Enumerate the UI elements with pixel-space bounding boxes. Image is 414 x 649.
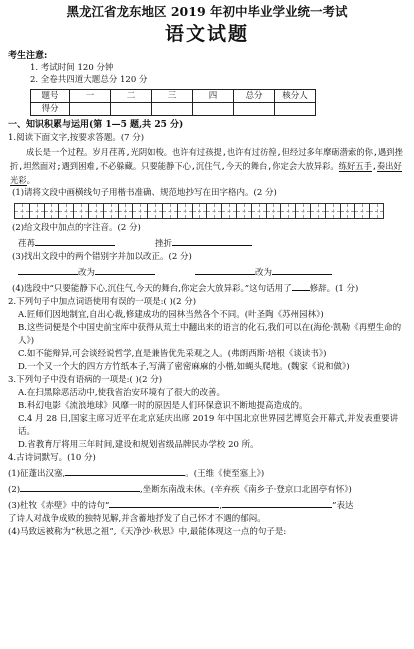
q4-text: 。(王维《使至塞上》) [185, 469, 265, 479]
score-header-cell: 二 [111, 90, 152, 103]
correction-item [18, 264, 155, 280]
grid-cell[interactable] [118, 203, 133, 219]
underlined-phrase: 奏出好光彩 [10, 161, 402, 185]
answer-blank[interactable] [18, 264, 78, 275]
score-header-cell: 四 [193, 90, 234, 103]
answer-blank[interactable] [172, 235, 252, 246]
q4-line3-cont: 了诗人对战争成败的独特见解,并含蓄地抒发了自己怀才不遇的郁闷。 [8, 514, 266, 524]
q2-option: D.一个又一个大的四方方竹纸本子,写满了密密麻麻的小楷,如蝇头爬地。(魏家《说和做》) [18, 362, 350, 372]
q1-sub2-answers [8, 235, 406, 251]
answer-blank[interactable] [222, 497, 332, 508]
score-cell[interactable] [70, 103, 111, 116]
q1-sub4-tail: 修辞。(1 分) [309, 284, 359, 294]
score-cell[interactable] [152, 103, 193, 116]
q4-line2 [8, 481, 406, 497]
correction-item [195, 264, 332, 280]
q1-sub1: (1)请将文段中画横线句子用楷书准确、规范地抄写在田字格内。(2 分) [12, 188, 277, 198]
q4-line1 [8, 465, 406, 481]
pinyin-item [155, 235, 252, 251]
q2-option: C.如不能辩异,可会谈经说哲学,直是兼皆优先采观之人。(弗朗西斯·培根《谈读书》) [18, 349, 327, 359]
pinyin-word: 荏苒 [18, 239, 36, 249]
answer-blank[interactable] [272, 264, 332, 275]
score-row-label: 得分 [31, 103, 70, 116]
passage-end: 。 [26, 175, 35, 185]
grid-cell[interactable] [29, 203, 44, 219]
grid-cell[interactable] [369, 203, 384, 219]
score-table-header-row [31, 90, 316, 103]
answer-blank[interactable] [195, 264, 255, 275]
answer-blank[interactable] [20, 481, 140, 492]
q2-stem: 2.下列句子中加点词语使用有误的一项是:( )(2 分) [8, 297, 197, 307]
tianzige-grid[interactable] [14, 203, 406, 219]
grid-cell[interactable] [58, 203, 73, 219]
grid-cell[interactable] [147, 203, 162, 219]
underlined-phrase: 练好五手 [338, 161, 372, 171]
grid-cell[interactable] [340, 203, 355, 219]
q1-stem: 1.阅读下面文字,按要求答题。(7 分) [8, 133, 145, 143]
note-item: 2. 全卷共四道大题总分 120 分 [30, 75, 148, 85]
score-cell[interactable] [193, 103, 234, 116]
grid-cell[interactable] [132, 203, 147, 219]
notes-heading: 考生注意: [8, 51, 48, 61]
grid-cell[interactable] [221, 203, 236, 219]
q3-option: A.在扫黑除恶活动中,使我省治安环境有了很大的改善。 [18, 388, 226, 398]
grid-cell[interactable] [177, 203, 192, 219]
answer-blank[interactable] [292, 280, 310, 291]
pinyin-word: 挫折 [155, 239, 173, 249]
note-item: 1. 考试时间 120 分钟 [30, 63, 114, 73]
q4-line4: (4)马致远被称为“秋思之祖”,《天净沙·秋思》中,最能体现这一点的句子是: [8, 527, 287, 537]
q3-option: B.科幻电影《流浪地球》风靡一时的原因是人们环保意识不断地提高造成的。 [18, 401, 308, 411]
correction-label: 改为 [78, 268, 96, 278]
score-header-cell: 总分 [234, 90, 275, 103]
score-cell[interactable] [111, 103, 152, 116]
q3-stem: 3.下列句子中没有语病的一项是:( )(2 分) [8, 375, 163, 385]
q4-text: (1)征蓬出汉塞, [8, 469, 66, 479]
q1-sub4 [8, 280, 406, 296]
q1-passage [8, 145, 406, 187]
q1-sub3: (3)找出文段中的两个错别字并加以改正。(2 分) [12, 252, 192, 262]
grid-cell[interactable] [280, 203, 295, 219]
q3-option: D.省教育厅将用三年时间,建设和规划省级品牌民办学校 20 所。 [18, 440, 259, 450]
q4-text: (3)杜牧《赤壁》中的诗句“ [8, 501, 110, 511]
q1-sub4-text: (4)选段中“只要能静下心,沉住气,今天的舞台,你定会大放异彩。”这句话用了 [12, 284, 292, 294]
subject-title: 语文试题 [164, 23, 249, 45]
grid-cell[interactable] [162, 203, 177, 219]
grid-cell[interactable] [354, 203, 369, 219]
grid-cell[interactable] [103, 203, 118, 219]
q2-option: A.匠师们因地制宜,自出心裁,修建成功的园林当然各个不同。(叶圣陶《苏州园林》) [18, 310, 324, 320]
score-header-cell: 三 [152, 90, 193, 103]
grid-cell[interactable] [251, 203, 266, 219]
correction-label: 改为 [255, 268, 273, 278]
grid-cell[interactable] [236, 203, 251, 219]
section-title: 一、知识积累与运用(第 1—5 题,共 25 分) [8, 120, 184, 130]
q4-text: , [219, 501, 223, 511]
answer-blank[interactable] [109, 497, 219, 508]
q4-text: (2) [8, 485, 21, 495]
q2-option: B.这些词便是个中国史前宝库中获得从荒土中翻出来的语言的化石,我们可以在(海伦·凯勒《再塑生命的人》) [18, 323, 402, 346]
score-cell[interactable] [234, 103, 275, 116]
grid-cell[interactable] [44, 203, 59, 219]
passage-sep: , [371, 161, 377, 171]
q3-option: C.4 月 28 日,国家主席习近平在北京延庆出席 2019 年中国北京世界园艺博览会开幕式,并发表重要讲话。 [18, 414, 399, 437]
q4-text: ,坐断东南战未休。(辛弃疾《南乡子·登京口北固亭有怀》) [140, 485, 352, 495]
q1-sub3-answers [8, 264, 406, 280]
passage-text: 成长是一个过程。岁月荏苒,光阴如梭。也许有过孩提,也许有过彷徨,但经过多年摩砺潜索的你,遇到挫折,坦然面对;遇到困难,不必躲藏。只要能静下心,沉住气,今天的舞台,你定会大放异彩。 [10, 147, 403, 171]
exam-title: 黑龙江省龙东地区 2019 年初中毕业学业统一考试 [66, 4, 348, 19]
grid-cell[interactable] [88, 203, 103, 219]
score-cell[interactable] [275, 103, 316, 116]
score-header-cell: 核分人 [275, 90, 316, 103]
q4-text: ”表达 [332, 501, 354, 511]
grid-cell[interactable] [73, 203, 88, 219]
grid-cell[interactable] [295, 203, 310, 219]
grid-cell[interactable] [192, 203, 207, 219]
grid-cell[interactable] [14, 203, 29, 219]
grid-cell[interactable] [310, 203, 325, 219]
q1-sub2: (2)给文段中加点的字注音。(2 分) [12, 223, 141, 233]
answer-blank[interactable] [35, 235, 115, 246]
grid-cell[interactable] [325, 203, 340, 219]
score-table [30, 89, 316, 116]
pinyin-item [18, 235, 115, 251]
score-header-cell: 一 [70, 90, 111, 103]
score-table-score-row [31, 103, 316, 116]
grid-cell[interactable] [206, 203, 221, 219]
answer-blank[interactable] [95, 264, 155, 275]
q4-line3 [8, 497, 406, 513]
grid-cell[interactable] [266, 203, 281, 219]
answer-blank[interactable] [65, 465, 185, 476]
q4-stem: 4.古诗词默写。(10 分) [8, 453, 96, 463]
score-header-cell: 题号 [31, 90, 70, 103]
